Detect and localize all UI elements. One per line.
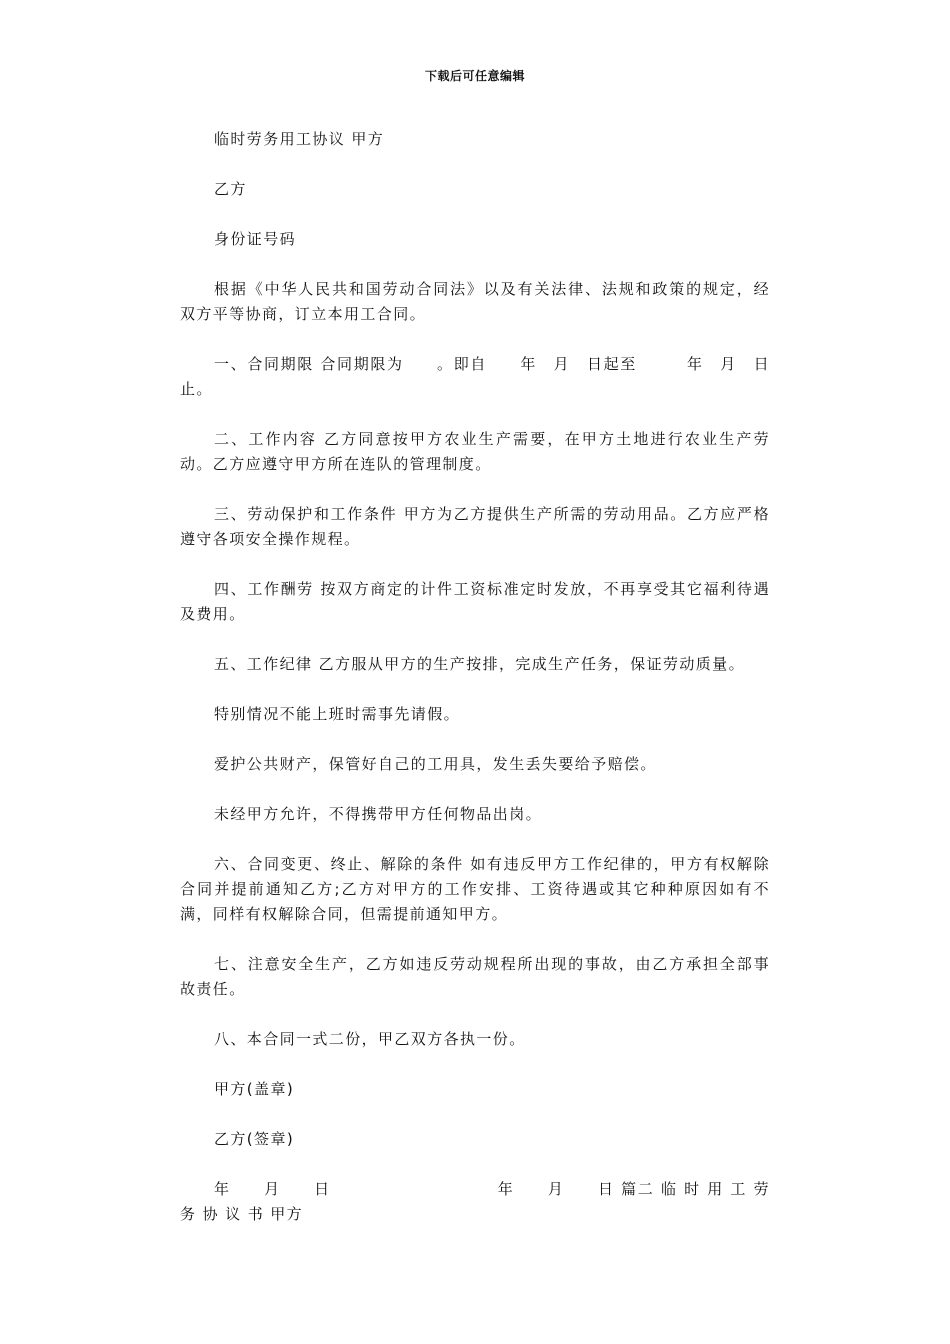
clause-7-safety: 七、注意安全生产，乙方如违反劳动规程所出现的事故，由乙方承担全部事故责任。 (180, 955, 770, 998)
clause-3-labor-protection: 三、劳动保护和工作条件 甲方为乙方提供生产所需的劳动用品。乙方应严格遵守各项安全操作规程。 (180, 505, 770, 548)
party-b-signature: 乙方(签章) (214, 1130, 295, 1148)
document-body (180, 127, 770, 1227)
clause-5-item-items: 未经甲方允许，不得携带甲方任何物品出岗。 (214, 805, 543, 823)
clause-5-item-leave: 特别情况不能上班时需事先请假。 (214, 705, 461, 723)
clause-5-discipline: 五、工作纪律 乙方服从甲方的生产按排，完成生产任务，保证劳动质量。 (214, 655, 745, 673)
agreement-title-party-a: 临时劳务用工协议 甲方 (214, 130, 385, 148)
preamble-paragraph: 根据《中华人民共和国劳动合同法》以及有关法律、法规和政策的规定，经双方平等协商，订立本用工合同。 (180, 280, 770, 323)
party-a-seal: 甲方(盖章) (214, 1080, 295, 1098)
header-note: 下载后可任意编辑 (424, 69, 525, 83)
clause-8-copies: 八、本合同一式二份，甲乙双方各执一份。 (214, 1030, 526, 1048)
clause-6-termination: 六、合同变更、终止、解除的条件 如有违反甲方工作纪律的，甲方有权解除合同并提前通知乙方;乙方对甲方的工作安排、工资待遇或其它种种原因如有不满，同样有权解除合同，但需提前通知甲方。 (180, 855, 770, 923)
date-and-next-title-line: 年 月 日 年 月 日 篇二 临 时 用 工 劳 务 协 议 书 甲方 (180, 1180, 770, 1223)
clause-5-item-property: 爱护公共财产，保管好自己的工用具，发生丢失要给予赔偿。 (214, 755, 657, 773)
party-b-line: 乙方 (214, 180, 247, 198)
clause-1-term: 一、合同期限 合同期限为 。即自 年 月 日起至 年 月 日止。 (180, 355, 770, 398)
clause-2-work-content: 二、工作内容 乙方同意按甲方农业生产需要，在甲方土地进行农业生产劳动。乙方应遵守甲方所在连队的管理制度。 (180, 430, 770, 473)
clause-4-remuneration: 四、工作酬劳 按双方商定的计件工资标准定时发放，不再享受其它福利待遇及费用。 (180, 580, 770, 623)
id-number-line: 身份证号码 (214, 230, 297, 248)
